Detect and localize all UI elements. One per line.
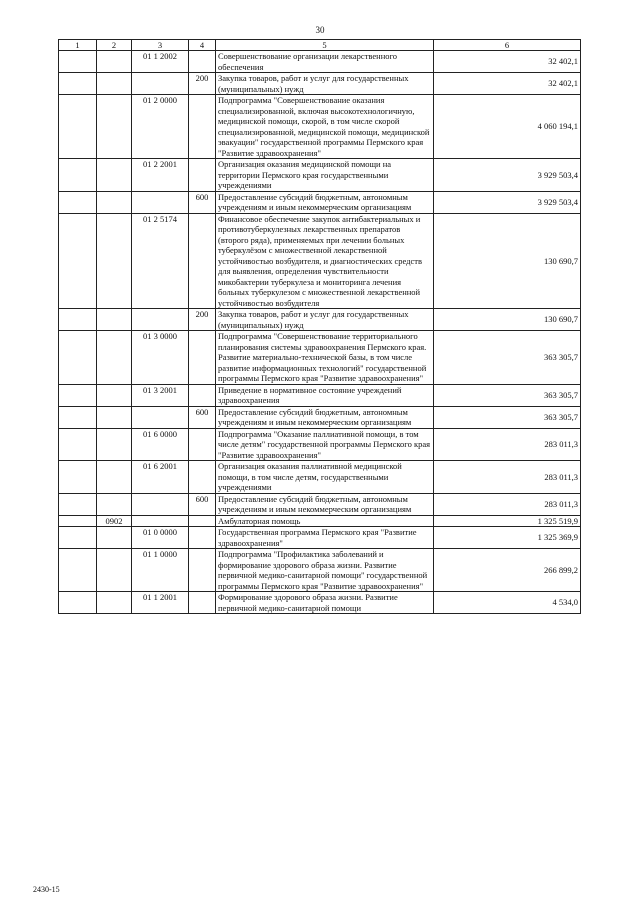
column-header: 5 bbox=[216, 40, 434, 51]
description-cell: Предоставление субсидий бюджетным, автономным учреждениям и иным некоммерческим организациям bbox=[216, 191, 434, 213]
table-row bbox=[59, 515, 581, 527]
cell-col1 bbox=[59, 159, 97, 192]
table-row bbox=[59, 384, 581, 406]
amount-cell: 130 690,7 bbox=[434, 309, 581, 331]
description-cell: Подпрограмма "Оказание паллиативной помощи, в том числе детям" государственной программы Пермского края "Развитие здравоохранения" bbox=[216, 428, 434, 461]
target-article-cell bbox=[132, 493, 189, 515]
amount-cell: 1 325 369,9 bbox=[434, 527, 581, 549]
section-code-cell bbox=[97, 213, 132, 309]
target-article-cell: 01 1 2001 bbox=[132, 592, 189, 614]
section-code-cell bbox=[97, 592, 132, 614]
description-cell: Подпрограмма "Профилактика заболеваний и формирование здорового образа жизни. Развитие первичной медико-санитарной помощи" государственной программы Пермского края "Развитие здравоохранения" bbox=[216, 549, 434, 592]
amount-cell: 3 929 503,4 bbox=[434, 191, 581, 213]
expense-type-cell bbox=[189, 461, 216, 494]
cell-col1 bbox=[59, 384, 97, 406]
table-row bbox=[59, 95, 581, 159]
expense-type-cell bbox=[189, 515, 216, 527]
expense-type-cell bbox=[189, 384, 216, 406]
description-cell: Закупка товаров, работ и услуг для государственных (муниципальных) нужд bbox=[216, 309, 434, 331]
target-article-cell: 01 6 0000 bbox=[132, 428, 189, 461]
column-header: 3 bbox=[132, 40, 189, 51]
table-row bbox=[59, 428, 581, 461]
description-cell: Приведение в нормативное состояние учреждений здравоохранения bbox=[216, 384, 434, 406]
section-code-cell bbox=[97, 493, 132, 515]
table-body bbox=[59, 51, 581, 614]
description-cell: Подпрограмма "Совершенствование территориального планирования системы здравоохранения Пермского края. Развитие материально-технической базы, в том числе развитие информационных технологий" государственной программы Пермского края "Развитие здравоохранения" bbox=[216, 331, 434, 385]
target-article-cell: 01 0 0000 bbox=[132, 527, 189, 549]
description-cell: Государственная программа Пермского края "Развитие здравоохранения" bbox=[216, 527, 434, 549]
amount-cell: 130 690,7 bbox=[434, 213, 581, 309]
amount-cell: 363 305,7 bbox=[434, 331, 581, 385]
table-row bbox=[59, 406, 581, 428]
amount-cell: 4 534,0 bbox=[434, 592, 581, 614]
table-row bbox=[59, 191, 581, 213]
section-code-cell bbox=[97, 428, 132, 461]
cell-col1 bbox=[59, 592, 97, 614]
section-code-cell: 0902 bbox=[97, 515, 132, 527]
amount-cell: 266 899,2 bbox=[434, 549, 581, 592]
description-cell: Подпрограмма "Совершенствование оказания специализированной, включая высокотехнологичную, медицинской помощи, скорой, в том числе скорой специализированной, медицинской помощи, медицинской эвакуации" государственной программы Пермского края "Развитие здравоохранения" bbox=[216, 95, 434, 159]
expense-type-cell bbox=[189, 592, 216, 614]
cell-col1 bbox=[59, 191, 97, 213]
target-article-cell: 01 3 0000 bbox=[132, 331, 189, 385]
target-article-cell bbox=[132, 191, 189, 213]
cell-col1 bbox=[59, 73, 97, 95]
amount-cell: 32 402,1 bbox=[434, 73, 581, 95]
section-code-cell bbox=[97, 406, 132, 428]
description-cell: Предоставление субсидий бюджетным, автономным учреждениям и иным некоммерческим организациям bbox=[216, 406, 434, 428]
target-article-cell: 01 1 0000 bbox=[132, 549, 189, 592]
cell-col1 bbox=[59, 527, 97, 549]
table-row bbox=[59, 549, 581, 592]
description-cell: Формирование здорового образа жизни. Развитие первичной медико-санитарной помощи bbox=[216, 592, 434, 614]
section-code-cell bbox=[97, 549, 132, 592]
expense-type-cell bbox=[189, 428, 216, 461]
amount-cell: 283 011,3 bbox=[434, 428, 581, 461]
cell-col1 bbox=[59, 51, 97, 73]
page-number: 30 bbox=[315, 25, 325, 35]
section-code-cell bbox=[97, 461, 132, 494]
section-code-cell bbox=[97, 527, 132, 549]
column-header: 2 bbox=[97, 40, 132, 51]
description-cell: Финансовое обеспечение закупок антибактериальных и противотуберкулезных лекарственных препаратов (второго ряда), применяемых при лечении больных туберкулёзом с множественной лекарственной устойчивостью возбудителя, и диагностических средств для выявления, определения чувствительности микобактерии туберкулеза и мониторинга лечения больных туберкулезом с множественной лекарственной устойчивостью возбудителя bbox=[216, 213, 434, 309]
description-cell: Организация оказания паллиативной медицинской помощи, в том числе детям, государственными учреждениями bbox=[216, 461, 434, 494]
description-cell: Организация оказания медицинской помощи на территории Пермского края государственными учреждениями bbox=[216, 159, 434, 192]
expense-type-cell bbox=[189, 51, 216, 73]
amount-cell: 363 305,7 bbox=[434, 406, 581, 428]
cell-col1 bbox=[59, 515, 97, 527]
description-cell: Закупка товаров, работ и услуг для государственных (муниципальных) нужд bbox=[216, 73, 434, 95]
expense-type-cell: 600 bbox=[189, 406, 216, 428]
section-code-cell bbox=[97, 51, 132, 73]
expense-type-cell bbox=[189, 527, 216, 549]
section-code-cell bbox=[97, 309, 132, 331]
amount-cell: 1 325 519,9 bbox=[434, 515, 581, 527]
expense-type-cell bbox=[189, 95, 216, 159]
column-header: 4 bbox=[189, 40, 216, 51]
amount-cell: 283 011,3 bbox=[434, 493, 581, 515]
expense-type-cell: 200 bbox=[189, 73, 216, 95]
cell-col1 bbox=[59, 406, 97, 428]
target-article-cell bbox=[132, 73, 189, 95]
section-code-cell bbox=[97, 95, 132, 159]
target-article-cell bbox=[132, 515, 189, 527]
target-article-cell: 01 2 0000 bbox=[132, 95, 189, 159]
table-row bbox=[59, 493, 581, 515]
description-cell: Совершенствование организации лекарственного обеспечения bbox=[216, 51, 434, 73]
target-article-cell: 01 2 5174 bbox=[132, 213, 189, 309]
section-code-cell bbox=[97, 191, 132, 213]
target-article-cell: 01 2 2001 bbox=[132, 159, 189, 192]
column-header: 6 bbox=[434, 40, 581, 51]
table-row bbox=[59, 527, 581, 549]
expense-type-cell bbox=[189, 159, 216, 192]
cell-col1 bbox=[59, 309, 97, 331]
table-row bbox=[59, 51, 581, 73]
table-row bbox=[59, 592, 581, 614]
table-row bbox=[59, 309, 581, 331]
section-code-cell bbox=[97, 73, 132, 95]
cell-col1 bbox=[59, 549, 97, 592]
section-code-cell bbox=[97, 159, 132, 192]
expense-type-cell: 600 bbox=[189, 191, 216, 213]
target-article-cell bbox=[132, 406, 189, 428]
cell-col1 bbox=[59, 428, 97, 461]
cell-col1 bbox=[59, 331, 97, 385]
document-code: 2430-15 bbox=[33, 885, 60, 894]
amount-cell: 363 305,7 bbox=[434, 384, 581, 406]
amount-cell: 3 929 503,4 bbox=[434, 159, 581, 192]
amount-cell: 32 402,1 bbox=[434, 51, 581, 73]
cell-col1 bbox=[59, 493, 97, 515]
expense-type-cell: 600 bbox=[189, 493, 216, 515]
target-article-cell: 01 1 2002 bbox=[132, 51, 189, 73]
column-header: 1 bbox=[59, 40, 97, 51]
budget-table bbox=[58, 39, 581, 614]
expense-type-cell: 200 bbox=[189, 309, 216, 331]
table-row bbox=[59, 159, 581, 192]
expense-type-cell bbox=[189, 331, 216, 385]
section-code-cell bbox=[97, 331, 132, 385]
cell-col1 bbox=[59, 461, 97, 494]
cell-col1 bbox=[59, 213, 97, 309]
expense-type-cell bbox=[189, 549, 216, 592]
table-row bbox=[59, 461, 581, 494]
expense-type-cell bbox=[189, 213, 216, 309]
description-cell: Амбулаторная помощь bbox=[216, 515, 434, 527]
target-article-cell bbox=[132, 309, 189, 331]
amount-cell: 283 011,3 bbox=[434, 461, 581, 494]
table-row bbox=[59, 73, 581, 95]
table-row bbox=[59, 213, 581, 309]
cell-col1 bbox=[59, 95, 97, 159]
target-article-cell: 01 6 2001 bbox=[132, 461, 189, 494]
table-header-row bbox=[59, 40, 581, 51]
amount-cell: 4 060 194,1 bbox=[434, 95, 581, 159]
description-cell: Предоставление субсидий бюджетным, автономным учреждениям и иным некоммерческим организациям bbox=[216, 493, 434, 515]
target-article-cell: 01 3 2001 bbox=[132, 384, 189, 406]
table-row bbox=[59, 331, 581, 385]
section-code-cell bbox=[97, 384, 132, 406]
